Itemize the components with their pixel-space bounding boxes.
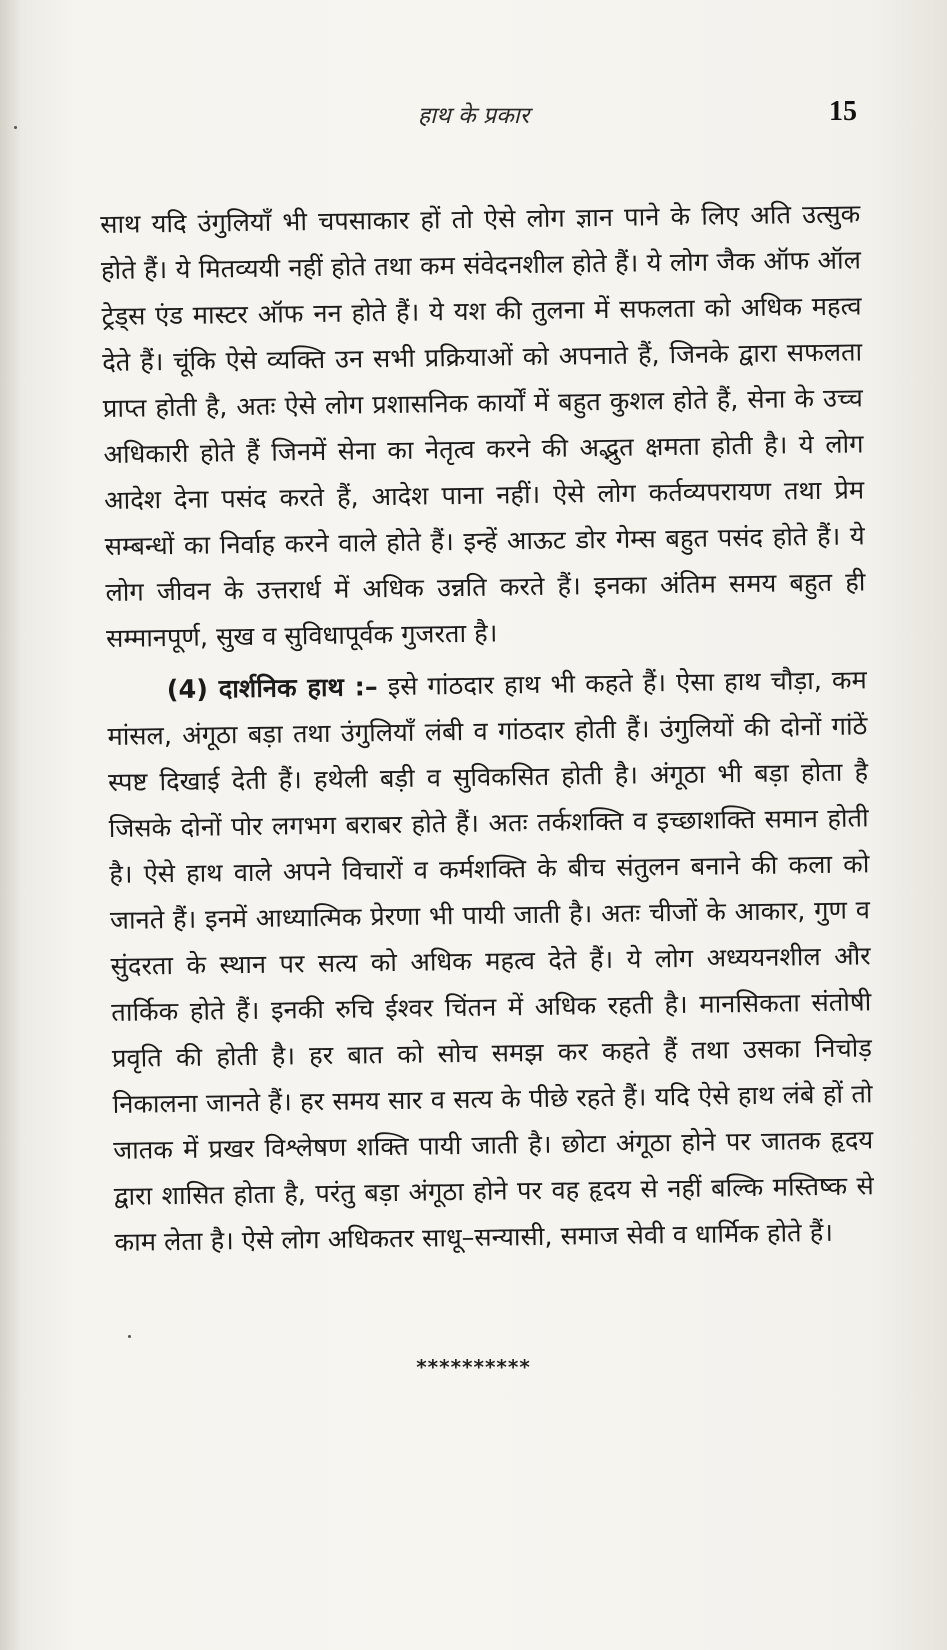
- section-heading: (4) दार्शनिक हाथ :–: [166, 672, 378, 706]
- paragraph-2-text: इसे गांठदार हाथ भी कहते हैं। ऐसा हाथ चौड़ा, कम मांसल, अंगूठा बड़ा तथा उंगुलियाँ लंबी व गांठदार होती हैं। उंगुलियों की दोनों गांठें स्पष्ट दिखाई देती हैं। हथेली बड़ी व सुविकसित होती है। अंगूठा भी बड़ा होता है जिसके दोनों पोर लगभग बराबर होते हैं। अतः तर्कशक्ति व इच्छाशक्ति समान होती है। ऐसे हाथ वाले अपने विचारों व कर्मशक्ति के बीच संतुलन बनाने की कला को जानते हैं। इनमें आध्यात्मिक प्रेरणा भी पायी जाती है। अतः चीजों के आकार, गुण व सुंदरता के स्थान पर सत्य को अधिक महत्व देते हैं। ये लोग अध्ययनशील और तार्किक होते हैं। इनकी रुचि ईश्वर चिंतन में अधिक रहती है। मानसिकता संतोषी प्रवृति की होती है। हर बात को सोच समझ कर कहते हैं तथा उसका निचोड़ निकालना जानते हैं। हर समय सार व सत्य के पीछे रहते हैं। यदि ऐसे हाथ लंबे हों तो जातक में प्रखर विश्लेषण शक्ति पायी जाती है। छोटा अंगूठा होने पर जातक हृदय द्वारा शासित होता है, परंतु बड़ा अंगूठा होने पर वह हृदय से नहीं बल्कि मस्तिष्क से काम लेता है। ऐसे लोग अधिकतर साधू–सन्यासी, समाज सेवी व धार्मिक होते हैं।: [107, 665, 875, 1258]
- body-text: [100, 191, 875, 1266]
- page-number: 15: [829, 96, 857, 127]
- running-title: हाथ के प्रकार: [417, 103, 530, 129]
- paper-speck: [14, 126, 17, 129]
- paragraph-1: साथ यदि उंगुलियाँ भी चपसाकार हों तो ऐसे लोग ज्ञान पाने के लिए अति उत्सुक होते हैं। ये मितव्ययी नहीं होते तथा कम संवेदनशील होते हैं। ये लोग जैक ऑफ ऑल ट्रेड्स एंड मास्टर ऑफ नन होते हैं। ये यश की तुलना में सफलता को अधिक महत्व देते हैं। चूंकि ऐसे व्यक्ति उन सभी प्रक्रियाओं को अपनाते हैं, जिनके द्वारा सफलता प्राप्त होती है, अतः ऐसे लोग प्रशासनिक कार्यों में बहुत कुशल होते हैं, सेना के उच्च अधिकारी होते हैं जिनमें सेना का नेतृत्व करने की अद्भुत क्षमता होती है। ये लोग आदेश देना पसंद करते हैं, आदेश पाना नहीं। ऐसे लोग कर्तव्यपरायण तथा प्रेम सम्बन्धों का निर्वाह करने वाले होते हैं। इन्हें आऊट डोर गेम्स बहुत पसंद होते हैं। ये लोग जीवन के उत्तरार्ध में अधिक उन्नति करते हैं। इनका अंतिम समय बहुत ही सम्मानपूर्ण, सुख व सुविधापूर्वक गुजरता है।: [100, 199, 866, 654]
- paper-speck: [128, 1335, 131, 1338]
- paragraph-2: [107, 657, 875, 1266]
- section-separator: **********: [416, 1355, 531, 1379]
- page-gutter-shadow: [0, 0, 22, 1650]
